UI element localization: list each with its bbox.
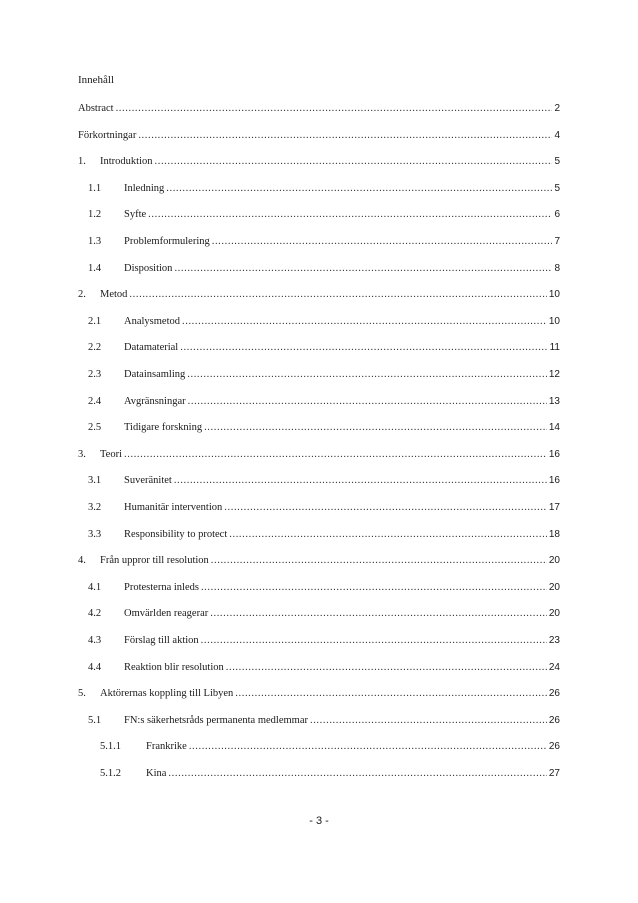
toc-entry-title: FN:s säkerhetsråds permanenta medlemmar <box>124 714 308 726</box>
toc-entry[interactable] <box>78 395 560 409</box>
toc-entry-number: 2. <box>78 289 86 301</box>
page-number: - 3 - <box>309 815 329 827</box>
toc-leader-dots <box>129 288 546 302</box>
toc-entry[interactable] <box>78 155 560 169</box>
toc-entry-title: Syfte <box>124 209 147 221</box>
toc-entry-title: Datainsamling <box>124 369 186 380</box>
toc-entry-number: 4.3 <box>88 635 102 646</box>
toc-leader-dots <box>226 661 547 675</box>
toc-entry-number: 2.1 <box>88 315 102 327</box>
toc-leader-dots <box>182 315 547 329</box>
toc-leader-dots <box>211 554 547 568</box>
toc-entry-number: 1.1 <box>88 182 102 194</box>
toc-leader-dots <box>235 687 547 701</box>
toc-entry-number: 1. <box>78 156 86 168</box>
toc-entry-number: 1.3 <box>88 236 102 247</box>
toc-entry-title: Från uppror till resolution <box>100 555 209 567</box>
toc-entry-page: 26 <box>548 714 560 726</box>
toc-leader-dots <box>188 395 547 409</box>
toc-entry[interactable] <box>78 235 560 249</box>
toc-leader-dots <box>138 129 552 143</box>
toc-entry[interactable] <box>78 341 560 355</box>
toc-entry[interactable] <box>78 581 560 595</box>
toc-leader-dots <box>210 607 547 621</box>
toc-entry-page: 26 <box>548 688 560 700</box>
toc-entry-number: 5. <box>78 688 86 700</box>
toc-entry-number: 5.1 <box>88 714 102 726</box>
toc-entry-title: Kina <box>146 768 167 779</box>
toc-entry-title: Teori <box>100 448 123 460</box>
toc-entry-page: 5 <box>554 182 560 194</box>
toc-entry[interactable] <box>78 288 560 302</box>
toc-entry-page: 10 <box>548 315 560 327</box>
toc-entry-title: Humanitär intervention <box>124 502 223 513</box>
toc-entry-title: Datamaterial <box>124 342 179 354</box>
toc-leader-dots <box>310 714 547 728</box>
toc-entry-number: 3. <box>78 448 86 460</box>
toc-entry-title: Förslag till aktion <box>124 635 199 646</box>
toc-entry-title: Metod <box>100 289 128 301</box>
toc-entry-number: 4.4 <box>88 661 102 673</box>
toc-leader-dots <box>174 262 552 276</box>
toc-entry-page: 12 <box>548 369 560 380</box>
toc-entry[interactable] <box>78 501 560 515</box>
toc-entry[interactable] <box>78 474 560 488</box>
toc-entry-page: 16 <box>548 475 560 487</box>
toc-entry[interactable] <box>78 767 560 781</box>
toc-entry-title: Aktörernas koppling till Libyen <box>100 688 234 700</box>
toc-entry-title: Disposition <box>124 262 173 274</box>
toc-entry[interactable] <box>78 368 560 382</box>
toc-entry[interactable] <box>78 315 560 329</box>
toc-entry-title: Tidigare forskning <box>124 422 203 434</box>
toc-leader-dots <box>201 634 547 648</box>
toc-entry-page: 14 <box>548 422 560 434</box>
toc-entry-number: 5.1.2 <box>100 768 121 779</box>
toc-entry-page: 6 <box>554 209 560 221</box>
toc-entry-page: 4 <box>554 129 560 141</box>
toc-entry[interactable] <box>78 607 560 621</box>
toc-entry[interactable] <box>78 102 560 116</box>
toc-entry-page: 16 <box>548 448 560 460</box>
toc-entry[interactable] <box>78 262 560 276</box>
toc-leader-dots <box>168 767 546 781</box>
toc-entry-page: 17 <box>548 502 560 513</box>
toc-entry[interactable] <box>78 208 560 222</box>
toc-entry-number: 1.2 <box>88 209 102 221</box>
toc-leader-dots <box>189 740 547 754</box>
toc-entry[interactable] <box>78 448 560 462</box>
toc-entry-number: 2.3 <box>88 369 102 380</box>
toc-entry-page: 24 <box>548 661 560 673</box>
toc-leader-dots <box>180 341 547 355</box>
toc-entry[interactable] <box>78 687 560 701</box>
toc-entry-page: 23 <box>548 635 560 646</box>
toc-leader-dots <box>116 102 553 116</box>
toc-entry-page: 8 <box>554 262 560 274</box>
toc-entry-number: 2.2 <box>88 342 102 354</box>
toc-entry-page: 20 <box>548 608 560 620</box>
toc-entry-number: 3.3 <box>88 528 102 540</box>
toc-entry-number: 4.1 <box>88 581 102 593</box>
toc-entry-title: Omvärlden reagerar <box>124 608 209 620</box>
toc-entry-title: Reaktion blir resolution <box>124 661 224 673</box>
toc-entry[interactable] <box>78 714 560 728</box>
toc-entry[interactable] <box>78 129 560 143</box>
toc-leader-dots <box>155 155 553 169</box>
toc-entry[interactable] <box>78 661 560 675</box>
toc-leader-dots <box>212 235 553 249</box>
toc-entry-title: Analysmetod <box>124 315 180 327</box>
toc-entry-number: 2.5 <box>88 422 102 434</box>
toc-entry-page: 26 <box>548 741 560 753</box>
toc-entry-title: Protesterna inleds <box>124 581 199 593</box>
toc-entry-title: Responsibility to protect <box>124 528 228 540</box>
toc-leader-dots <box>166 182 552 196</box>
toc-leader-dots <box>187 368 547 382</box>
toc-entry-page: 11 <box>549 342 560 354</box>
toc-leader-dots <box>201 581 547 595</box>
toc-entry-page: 5 <box>554 156 560 168</box>
toc-entry-title: Frankrike <box>146 741 187 753</box>
toc-entry-number: 2.4 <box>88 395 102 407</box>
toc-entry-title: Förkortningar <box>78 129 137 141</box>
toc-entry[interactable] <box>78 634 560 648</box>
toc-entry-number: 3.1 <box>88 475 102 487</box>
toc-entry-title: Abstract <box>78 103 114 114</box>
toc-leader-dots <box>204 421 547 435</box>
toc-leader-dots <box>174 474 547 488</box>
toc-entry-number: 4.2 <box>88 608 102 620</box>
toc-entry[interactable] <box>78 182 560 196</box>
toc-entry[interactable] <box>78 528 560 542</box>
toc-entry-page: 10 <box>548 289 560 301</box>
toc-entry[interactable] <box>78 554 560 568</box>
toc-entry-page: 13 <box>548 395 560 407</box>
toc-entry-title: Inledning <box>124 182 165 194</box>
toc-heading: Innehåll <box>78 74 115 86</box>
toc-entry-page: 20 <box>548 581 560 593</box>
toc-entry-number: 1.4 <box>88 262 102 274</box>
toc-entry[interactable] <box>78 740 560 754</box>
toc-leader-dots <box>229 528 547 542</box>
toc-leader-dots <box>224 501 547 515</box>
toc-leader-dots <box>148 208 552 222</box>
toc-entry-number: 4. <box>78 555 86 567</box>
toc-entry-page: 27 <box>548 768 560 779</box>
toc-entry[interactable] <box>78 421 560 435</box>
toc-entry-title: Avgränsningar <box>124 395 186 407</box>
toc-entry-page: 7 <box>554 236 560 247</box>
toc-entry-number: 3.2 <box>88 502 102 513</box>
toc-entry-page: 18 <box>548 528 560 540</box>
toc-leader-dots <box>124 448 547 462</box>
toc-entry-title: Suveränitet <box>124 475 172 487</box>
toc-entry-number: 5.1.1 <box>100 741 121 753</box>
toc-entry-page: 2 <box>554 103 560 114</box>
toc-entry-title: Introduktion <box>100 156 153 168</box>
toc-entry-page: 20 <box>548 555 560 567</box>
toc-entry-title: Problemformulering <box>124 236 210 247</box>
